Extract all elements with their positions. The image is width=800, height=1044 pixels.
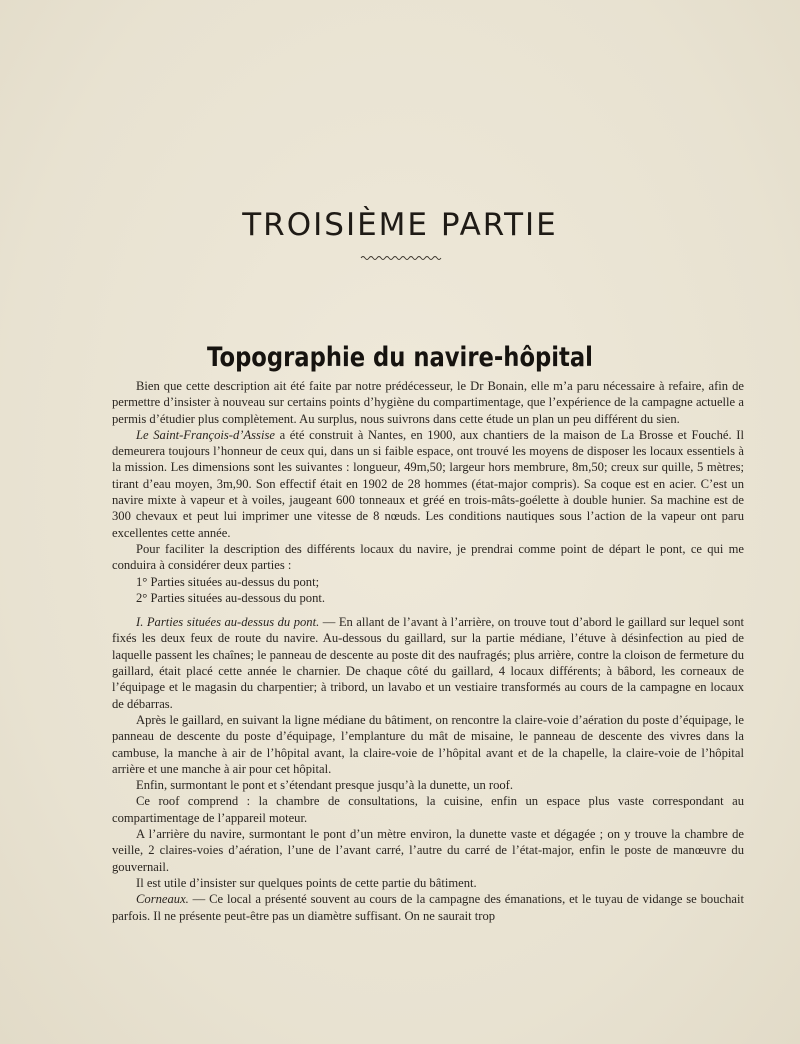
paragraph-text: — En allant de l’avant à l’arrière, on trouve tout d’abord le gaillard sur lequel sont fixés les deux feux de route du navire. Au-dessous du gaillard, sur la partie médiane, l’étuve à désinfection au pied de laquelle passent les chaînes; le panneau de descente au poste dit des naufragés; plus arrière, contre la cloison de fermeture du gaillard, était placé cette année le charnier. De chaque côté du gaillard, 4 locaux différents; à bâbord, les corneaux de l’équipage et le magasin du charpentier; à tribord, un lavabo et un vestiaire transformés au cours de la campagne en locaux de débarras. [112,615,744,711]
part-title: TROISIÈME PARTIE [242,206,558,243]
paragraph: Pour faciliter la description des différents locaux du navire, je prendrai comme point de départ le pont, ce qui me conduira à considérer deux parties : [112,541,744,573]
paragraph: Après le gaillard, en suivant la ligne médiane du bâtiment, on rencontre la claire-voie d’aération du poste d’équipage, le panneau de descente du poste d’équipage, l’emplanture du mât de misaine, le panneau de descente des vivres dans la cambuse, la manche à air de l’hôpital avant, la claire-voie de l’hôpital avant et de la chapelle, la claire-voie de l’hôpital arrière et une manche à air pour cet hôpital. [112,712,744,776]
paragraph [112,614,744,712]
paragraph-text: — Ce local a présenté souvent au cours de la campagne des émanations, et le tuyau de vidange se bouchait parfois. Il ne présente peut-être pas un diamètre suffisant. On ne saurait trop [112,892,744,923]
section-title: Topographie du navire-hôpital [207,342,593,374]
body-text [112,378,744,924]
wavy-ornament-icon [360,254,442,262]
paragraph-text: a été construit à Nantes, en 1900, aux chantiers de la maison de La Brosse et Fouché. Il demeurera toujours l’honneur de ceux qui, dans un si faible espace, ont trouvé les moyens de disposer les locaux essentiels à la mission. Les dimensions sont les suivantes : longueur, 49m,50; largeur hors membrure, 8m,50; creux sur quille, 5 mètres; tirant d’eau moyen, 3m,90. Son effectif était en 1902 de 28 hommes (état-major compris). Sa coque est en acier. C’est un navire mixte à vapeur et à voiles, jaugeant 600 tonneaux et gréé en trois-mâts-goélette à double hunier. Sa machine est de 300 chevaux et peut lui imprimer une vitesse de 8 nœuds. Les conditions nautiques sous l’action de la vapeur ont paru excellentes cette année. [112,427,744,540]
subsection-heading: I. Parties situées au-dessus du pont. [136,615,320,630]
paragraph: Ce roof comprend : la chambre de consultations, la cuisine, enfin un espace plus vaste correspondant au compartimentage de l’appareil moteur. [112,794,744,825]
paragraph: Bien que cette description ait été faite par notre prédécesseur, le Dr Bonain, elle m’a paru nécessaire à refaire, afin de permettre d’insister à nouveau sur certains points d’hygiène du compartimentage, que l’expérience de la campagne actuelle a permis d’étudier plus complètement. Au surplus, nous suivrons dans cette étude un plan un peu différent du sien. [112,379,744,426]
subsection-heading: Corneaux. [136,892,189,907]
paragraph: A l’arrière du navire, surmontant le pont d’un mètre environ, la dunette vaste et dégagée ; on y trouve la chambre de veille, 2 claires-voies d’aération, l’une de l’avant carré, l’autre du carré de l’état-major, enfin le poste de manœuvre du gouvernail. [112,827,744,874]
paragraph [112,891,744,924]
paragraph: Il est utile d’insister sur quelques points de cette partie du bâtiment. [136,875,477,890]
ship-name: Le Saint-François-d’Assise [136,427,275,442]
list-item: 1° Parties situées au-dessus du pont; [136,574,320,589]
paragraph: Enfin, surmontant le pont et s’étendant presque jusqu’à la dunette, un roof. [136,778,514,793]
list-item: 2° Parties situées au-dessous du pont. [136,590,326,605]
paragraph [112,427,744,541]
